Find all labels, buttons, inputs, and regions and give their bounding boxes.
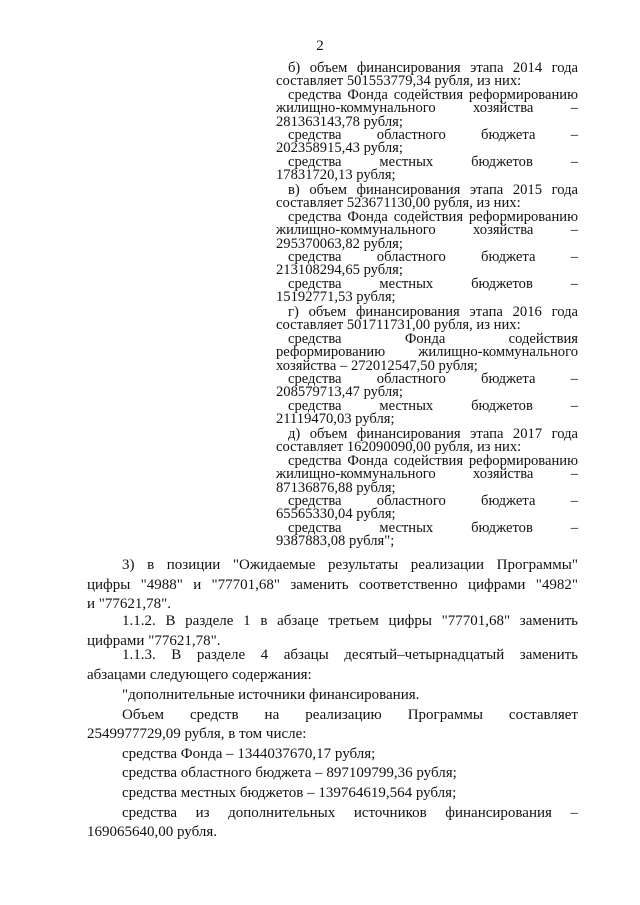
stage-2017-local-line1: средства местных бюджетов – (288, 519, 578, 536)
item-3-line1: 3) в позиции "Ожидаемые результаты реализации Программы" (122, 557, 578, 573)
item-1-1-2-line2: цифрами "77621,78". (87, 632, 221, 649)
local-budgets-line: средства местных бюджетов – 139764619,564 рубля; (122, 784, 457, 801)
item-1-1-3-paragraph (87, 646, 578, 685)
stage-2014-local-amount: 17831720,13 рубля; (276, 167, 396, 184)
stage-2017-fund-line2: жилищно-коммунального хозяйства – (276, 466, 578, 483)
stage-2014-total: составляет 501553779,34 рубля, из них: (276, 73, 522, 90)
stage-2017-fund-line1: средства Фонда содействия реформированию (288, 452, 578, 469)
stage-2016-total: составляет 501711731,00 рубля, из них: (276, 317, 521, 334)
item-1-1-2-line1: 1.1.2. В разделе 1 в абзаце третьем цифры "77701,68" заменить (122, 613, 578, 629)
stage-2015-fund-line1: средства Фонда содействия реформированию (288, 208, 578, 225)
additional-sources-heading: "дополнительные источники финансирования. (122, 687, 420, 703)
item-3-paragraph (87, 556, 578, 615)
stage-2017-block (276, 428, 578, 549)
stage-2014-local-line1: средства местных бюджетов – (288, 153, 578, 170)
stage-2014-fund-line1: средства Фонда содействия реформированию (288, 86, 578, 103)
stage-2016-regional-amount: 208579713,47 рубля; (276, 384, 403, 401)
stage-2015-total: составляет 523671130,00 рубля, из них: (276, 195, 521, 212)
stage-2015-regional-amount: 213108294,65 рубля; (276, 262, 403, 279)
stage-2016-fund-line2: реформированию жилищно-коммунального (276, 344, 578, 361)
stage-2014-block (276, 62, 578, 183)
stage-2016-fund-line1: средства Фонда содействия (288, 330, 578, 347)
stage-2015-regional-line1: средства областного бюджета – (288, 249, 578, 266)
stage-2015-heading: в) объем финансирования этапа 2015 года (288, 182, 578, 198)
extra-sources-line2: 169065640,00 рубля. (87, 824, 217, 841)
stage-2014-fund-amount: 281363143,78 рубля; (276, 113, 403, 130)
stage-2015-block (276, 184, 578, 305)
item-1-1-3-line2: абзацами следующего содержания: (87, 666, 312, 683)
stage-2017-total: составляет 162090090,00 рубля, из них: (276, 439, 522, 456)
stage-2017-regional-line1: средства областного бюджета – (288, 493, 578, 510)
stage-2014-regional-amount: 202358915,43 рубля; (276, 140, 403, 157)
regional-budget-line: средства областного бюджета – 897109799,36 рубля; (122, 765, 457, 782)
total-volume-line1: Объем средств на реализацию Программы составляет (122, 706, 578, 723)
stage-2016-regional-line1: средства областного бюджета – (288, 371, 578, 388)
item-3-line2: цифры "4988" и "77701,68" заменить соответственно цифрами "4982" (87, 576, 578, 593)
total-volume-line2: 2549977729,09 рубля, в том числе: (87, 726, 307, 743)
stage-2016-heading: г) объем финансирования этапа 2016 года (288, 304, 578, 320)
item-1-1-3-line1: 1.1.3. В разделе 4 абзацы десятый–четырнадцатый заменить (122, 647, 578, 663)
fund-amount-line: средства Фонда – 1344037670,17 рубля; (122, 745, 376, 762)
stage-2014-heading: б) объем финансирования этапа 2014 года (288, 60, 578, 76)
stage-2015-fund-line2: жилищно-коммунального хозяйства – (276, 222, 578, 239)
extra-sources-line1: средства из дополнительных источников финансирования – (122, 804, 578, 821)
stage-2016-block (276, 306, 578, 427)
stage-2017-regional-amount: 65565330,04 рубля; (276, 506, 396, 523)
stage-2017-fund-amount: 87136876,88 рубля; (276, 479, 396, 496)
stage-2016-local-amount: 21119470,03 рубля; (276, 411, 395, 428)
stage-2015-local-line1: средства местных бюджетов – (288, 275, 578, 292)
stage-2016-fund-amount: хозяйства – 272012547,50 рубля; (276, 357, 478, 374)
stage-2014-fund-line2: жилищно-коммунального хозяйства – (276, 100, 578, 117)
stage-2014-regional-line1: средства областного бюджета – (288, 127, 578, 144)
stage-2017-heading: д) объем финансирования этапа 2017 года (288, 426, 578, 442)
item-3-line3: и "77621,78". (87, 596, 172, 613)
stage-2015-fund-amount: 295370063,82 рубля; (276, 235, 403, 252)
quoted-paragraphs (87, 686, 578, 843)
stage-2017-local-amount: 9387883,08 рубля"; (276, 533, 395, 550)
page-number: 2 (316, 38, 324, 54)
stage-2016-local-line1: средства местных бюджетов – (288, 397, 578, 414)
stage-2015-local-amount: 15192771,53 рубля; (276, 289, 396, 306)
